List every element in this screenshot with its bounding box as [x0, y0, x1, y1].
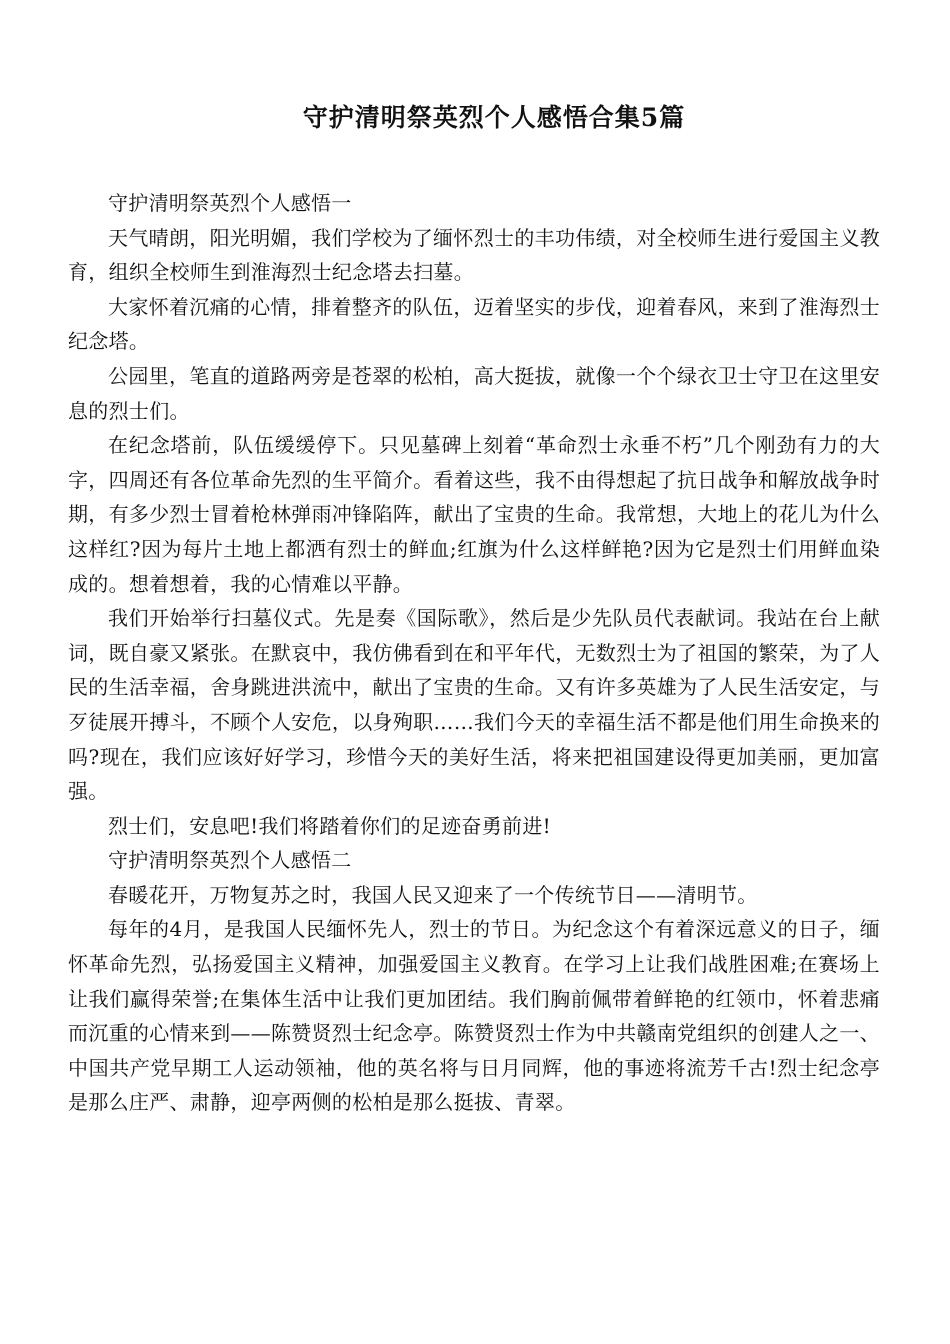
section-heading-1: 守护清明祭英烈个人感悟一	[108, 191, 352, 215]
paragraph: 天气晴朗，阳光明媚，我们学校为了缅怀烈士的丰功伟绩，对全校师生进行爱国主义教育，组织全校师生到淮海烈士纪念塔去扫墓。	[68, 225, 880, 285]
paragraph: 大家怀着沉痛的心情，排着整齐的队伍，迈着坚实的步伐，迎着春风，来到了淮海烈士纪念塔。	[68, 294, 880, 354]
document-body	[68, 186, 880, 1120]
section-heading-2: 守护清明祭英烈个人感悟二	[108, 848, 352, 873]
paragraph: 春暖花开，万物复苏之时，我国人民又迎来了一个传统节日——清明节。	[108, 882, 758, 907]
paragraph: 我们开始举行扫墓仪式。先是奏《国际歌》，然后是少先队员代表献词。我站在台上献词，既自豪又紧张。在默哀中，我仿佛看到在和平年代，无数烈士为了祖国的繁荣，为了人民的生活幸福，舍身跳进洪流中，献出了宝贵的生命。又有许多英雄为了人民生活安定，与歹徒展开搏斗，不顾个人安危，以身殉职……我们今天的幸福生活不都是他们用生命换来的吗?现在，我们应该好好学习，珍惜今天的美好生活，将来把祖国建设得更加美丽，更加富强。	[68, 606, 880, 804]
document-title: 守护清明祭英烈个人感悟合集5篇	[302, 103, 686, 132]
paragraph: 烈士们，安息吧!我们将踏着你们的足迹奋勇前进!	[108, 813, 551, 838]
paragraph: 在纪念塔前，队伍缓缓停下。只见墓碑上刻着“革命烈士永垂不朽”几个刚劲有力的大字，四周还有各位革命先烈的生平简介。看着这些，我不由得想起了抗日战争和解放战争时期，有多少烈士冒着枪林弹雨冲锋陷阵，献出了宝贵的生命。我常想，大地上的花儿为什么这样红?因为每片土地上都洒有烈士的鲜血;红旗为什么这样鲜艳?因为它是烈士们用鲜血染成的。想着想着，我的心情难以平静。	[68, 433, 880, 596]
paragraph: 每年的4月，是我国人民缅怀先人，烈士的节日。为纪念这个有着深远意义的日子，缅怀革命先烈，弘扬爱国主义精神，加强爱国主义教育。在学习上让我们战胜困难;在赛场上让我们赢得荣誉;在集体生活中让我们更加团结。我们胸前佩带着鲜艳的红领巾，怀着悲痛而沉重的心情来到——陈赞贤烈士纪念亭。陈赞贤烈士作为中共赣南党组织的创建人之一、中国共产党早期工人运动领袖，他的英名将与日月同辉，他的事迹将流芳千古!烈士纪念亭是那么庄严、肃静，迎亭两侧的松柏是那么挺拔、青翠。	[68, 917, 880, 1115]
document-page	[68, 0, 880, 1120]
paragraph: 公园里，笔直的道路两旁是苍翠的松柏，高大挺拔，就像一个个绿衣卫士守卫在这里安息的烈士们。	[68, 363, 880, 423]
